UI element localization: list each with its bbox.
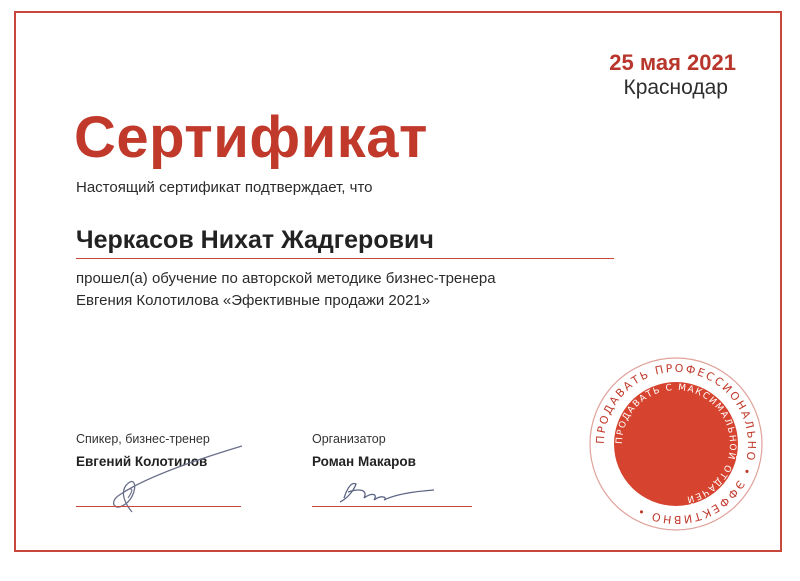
speaker-role: Спикер, бизнес-тренер (76, 432, 210, 446)
organizer-name: Роман Макаров (312, 454, 416, 469)
certificate-date: 25 мая 2021 (609, 50, 736, 75)
description-line-1: прошел(а) обучение по авторской методике бизнес-тренера (76, 270, 496, 287)
speaker-signature-line (76, 506, 241, 507)
speaker-name: Евгений Колотилов (76, 454, 208, 469)
recipient-underline (76, 258, 614, 259)
organizer-signature-line (312, 506, 472, 507)
seal-inner-text: ПРОДАВАТЬ С МАКСИМАЛЬНОЙ ОТДАЧЕЙ (614, 382, 738, 505)
speaker-handwritten-signature (92, 440, 262, 520)
organizer-role: Организатор (312, 432, 386, 446)
seal-ring-text: ПРОДАВАТЬ ПРОФЕССИОНАЛЬНО • ЭФФЕКТИВНО • (593, 361, 759, 527)
certificate-title: Сертификат (74, 105, 428, 170)
description-line-2: Евгения Колотилова «Эфективные продажи 2021» (76, 292, 431, 309)
course-description (76, 268, 496, 312)
seal-inner-disc (614, 382, 738, 506)
company-seal (586, 354, 766, 534)
certificate-city: Краснодар (623, 76, 728, 99)
organizer-signature-block (312, 432, 416, 469)
recipient-name: Черкасов Нихат Жадгерович (76, 226, 434, 254)
certificate-intro: Настоящий сертификат подтверждает, что (76, 179, 373, 196)
